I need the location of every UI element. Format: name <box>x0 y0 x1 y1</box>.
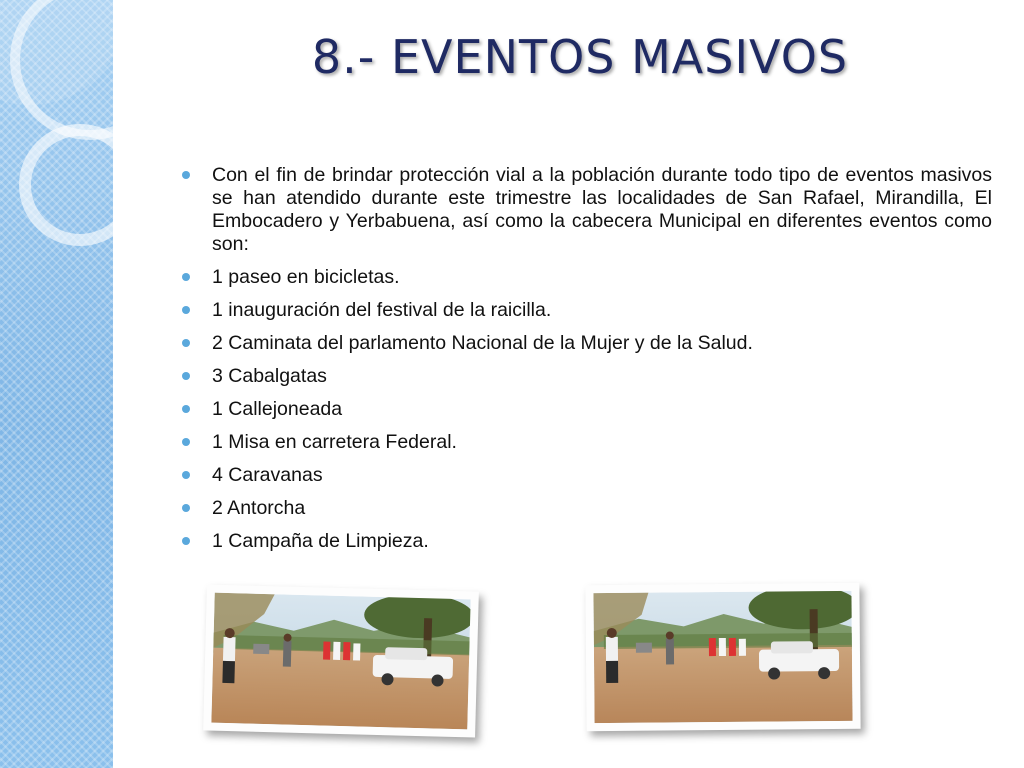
event-photo-2 <box>585 583 860 731</box>
list-item <box>180 299 992 322</box>
bullet-list <box>180 164 992 563</box>
decorative-circles-graphic <box>0 0 113 768</box>
bullet-icon <box>182 537 190 545</box>
bullet-icon <box>182 438 190 446</box>
list-item <box>180 464 992 487</box>
list-item-text: 1 paseo en bicicletas. <box>212 266 400 288</box>
list-item-text: 1 Misa en carretera Federal. <box>212 431 457 453</box>
bullet-icon <box>182 273 190 281</box>
bullet-icon <box>182 405 190 413</box>
event-photo-1 <box>203 584 479 737</box>
list-item-text: 3 Cabalgatas <box>212 365 327 387</box>
bullet-icon <box>182 372 190 380</box>
list-item <box>180 332 992 355</box>
bullet-icon <box>182 306 190 314</box>
bullet-icon <box>182 171 190 179</box>
list-item <box>180 497 992 520</box>
list-item <box>180 398 992 421</box>
slide-title: 8.- EVENTOS MASIVOS <box>311 30 849 84</box>
bullet-icon <box>182 471 190 479</box>
list-item <box>180 266 992 289</box>
list-item-text: 2 Caminata del parlamento Nacional de la Mujer y de la Salud. <box>212 332 753 354</box>
bullet-icon <box>182 339 190 347</box>
bullet-icon <box>182 504 190 512</box>
list-item-text: 1 inauguración del festival de la raicilla. <box>212 299 552 321</box>
list-item <box>180 431 992 454</box>
list-item-text: 2 Antorcha <box>212 497 306 519</box>
decorative-side-band <box>0 0 113 768</box>
list-item <box>180 530 992 553</box>
list-item-text: 1 Callejoneada <box>212 398 343 420</box>
list-item <box>180 365 992 388</box>
list-item-text: 1 Campaña de Limpieza. <box>212 530 429 552</box>
list-item-text: 4 Caravanas <box>212 464 323 486</box>
list-item-text: Con el fin de brindar protección vial a la población durante todo tipo de eventos masivos se han atendido durante este trimestre las localidades de San Rafael, Mirandilla, El Embocadero y Yerbabuena, así como la cabecera Municipal en diferentes eventos como son: <box>212 164 992 255</box>
list-item <box>180 164 992 256</box>
